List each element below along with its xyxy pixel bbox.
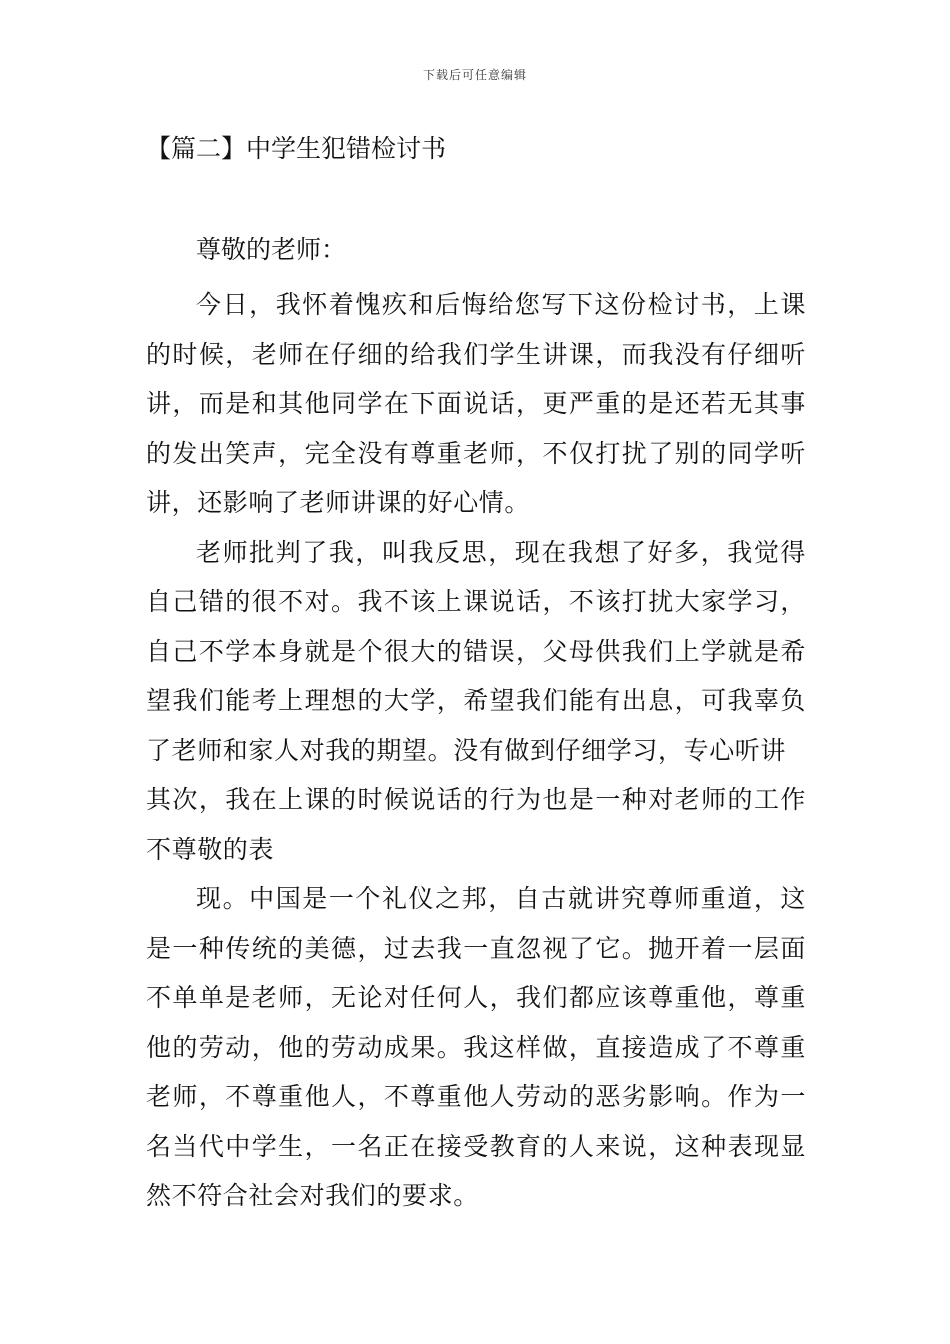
paragraph-secondly: 其次，我在上课的时候说话的行为也是一种对老师的工作不尊敬的表 [146,785,806,864]
salutation: 尊敬的老师： [196,235,347,264]
document-body [146,280,806,1221]
document-title: 【篇二】中学生犯错检讨书 [146,134,447,163]
paragraph-respect: 现。中国是一个礼仪之邦，自古就讲究尊师重道，这是一种传统的美德，过去我一直忽视了它。抛开着一层面不单单是老师，无论对任何人，我们都应该尊重他，尊重他的劳动，他的劳动成果。我这样做，直接造成了不尊重老师，不尊重他人，不尊重他人劳动的恶劣影响。作为一名当代中学生，一名正在接受教育的人来说，这种表现显然不符合社会对我们的要求。 [146,884,806,1210]
paragraph-reflection: 老师批判了我，叫我反思，现在我想了好多，我觉得自己错的很不对。我不该上课说话，不该打扰大家学习，自己不学本身就是个很大的错误，父母供我们上学就是希望我们能考上理想的大学，希望我们能有出息，可我辜负了老师和家人对我的期望。没有做到仔细学习，专心听讲 [146,537,806,765]
paragraph-apology: 今日，我怀着愧疚和后悔给您写下这份检讨书，上课的时候，老师在仔细的给我们学生讲课，而我没有仔细听讲，而是和其他同学在下面说话，更严重的是还若无其事的发出笑声，完全没有尊重老师，不仅打扰了别的同学听讲，还影响了老师讲课的好心情。 [146,290,806,517]
header-note: 下载后可任意编辑 [422,68,527,82]
